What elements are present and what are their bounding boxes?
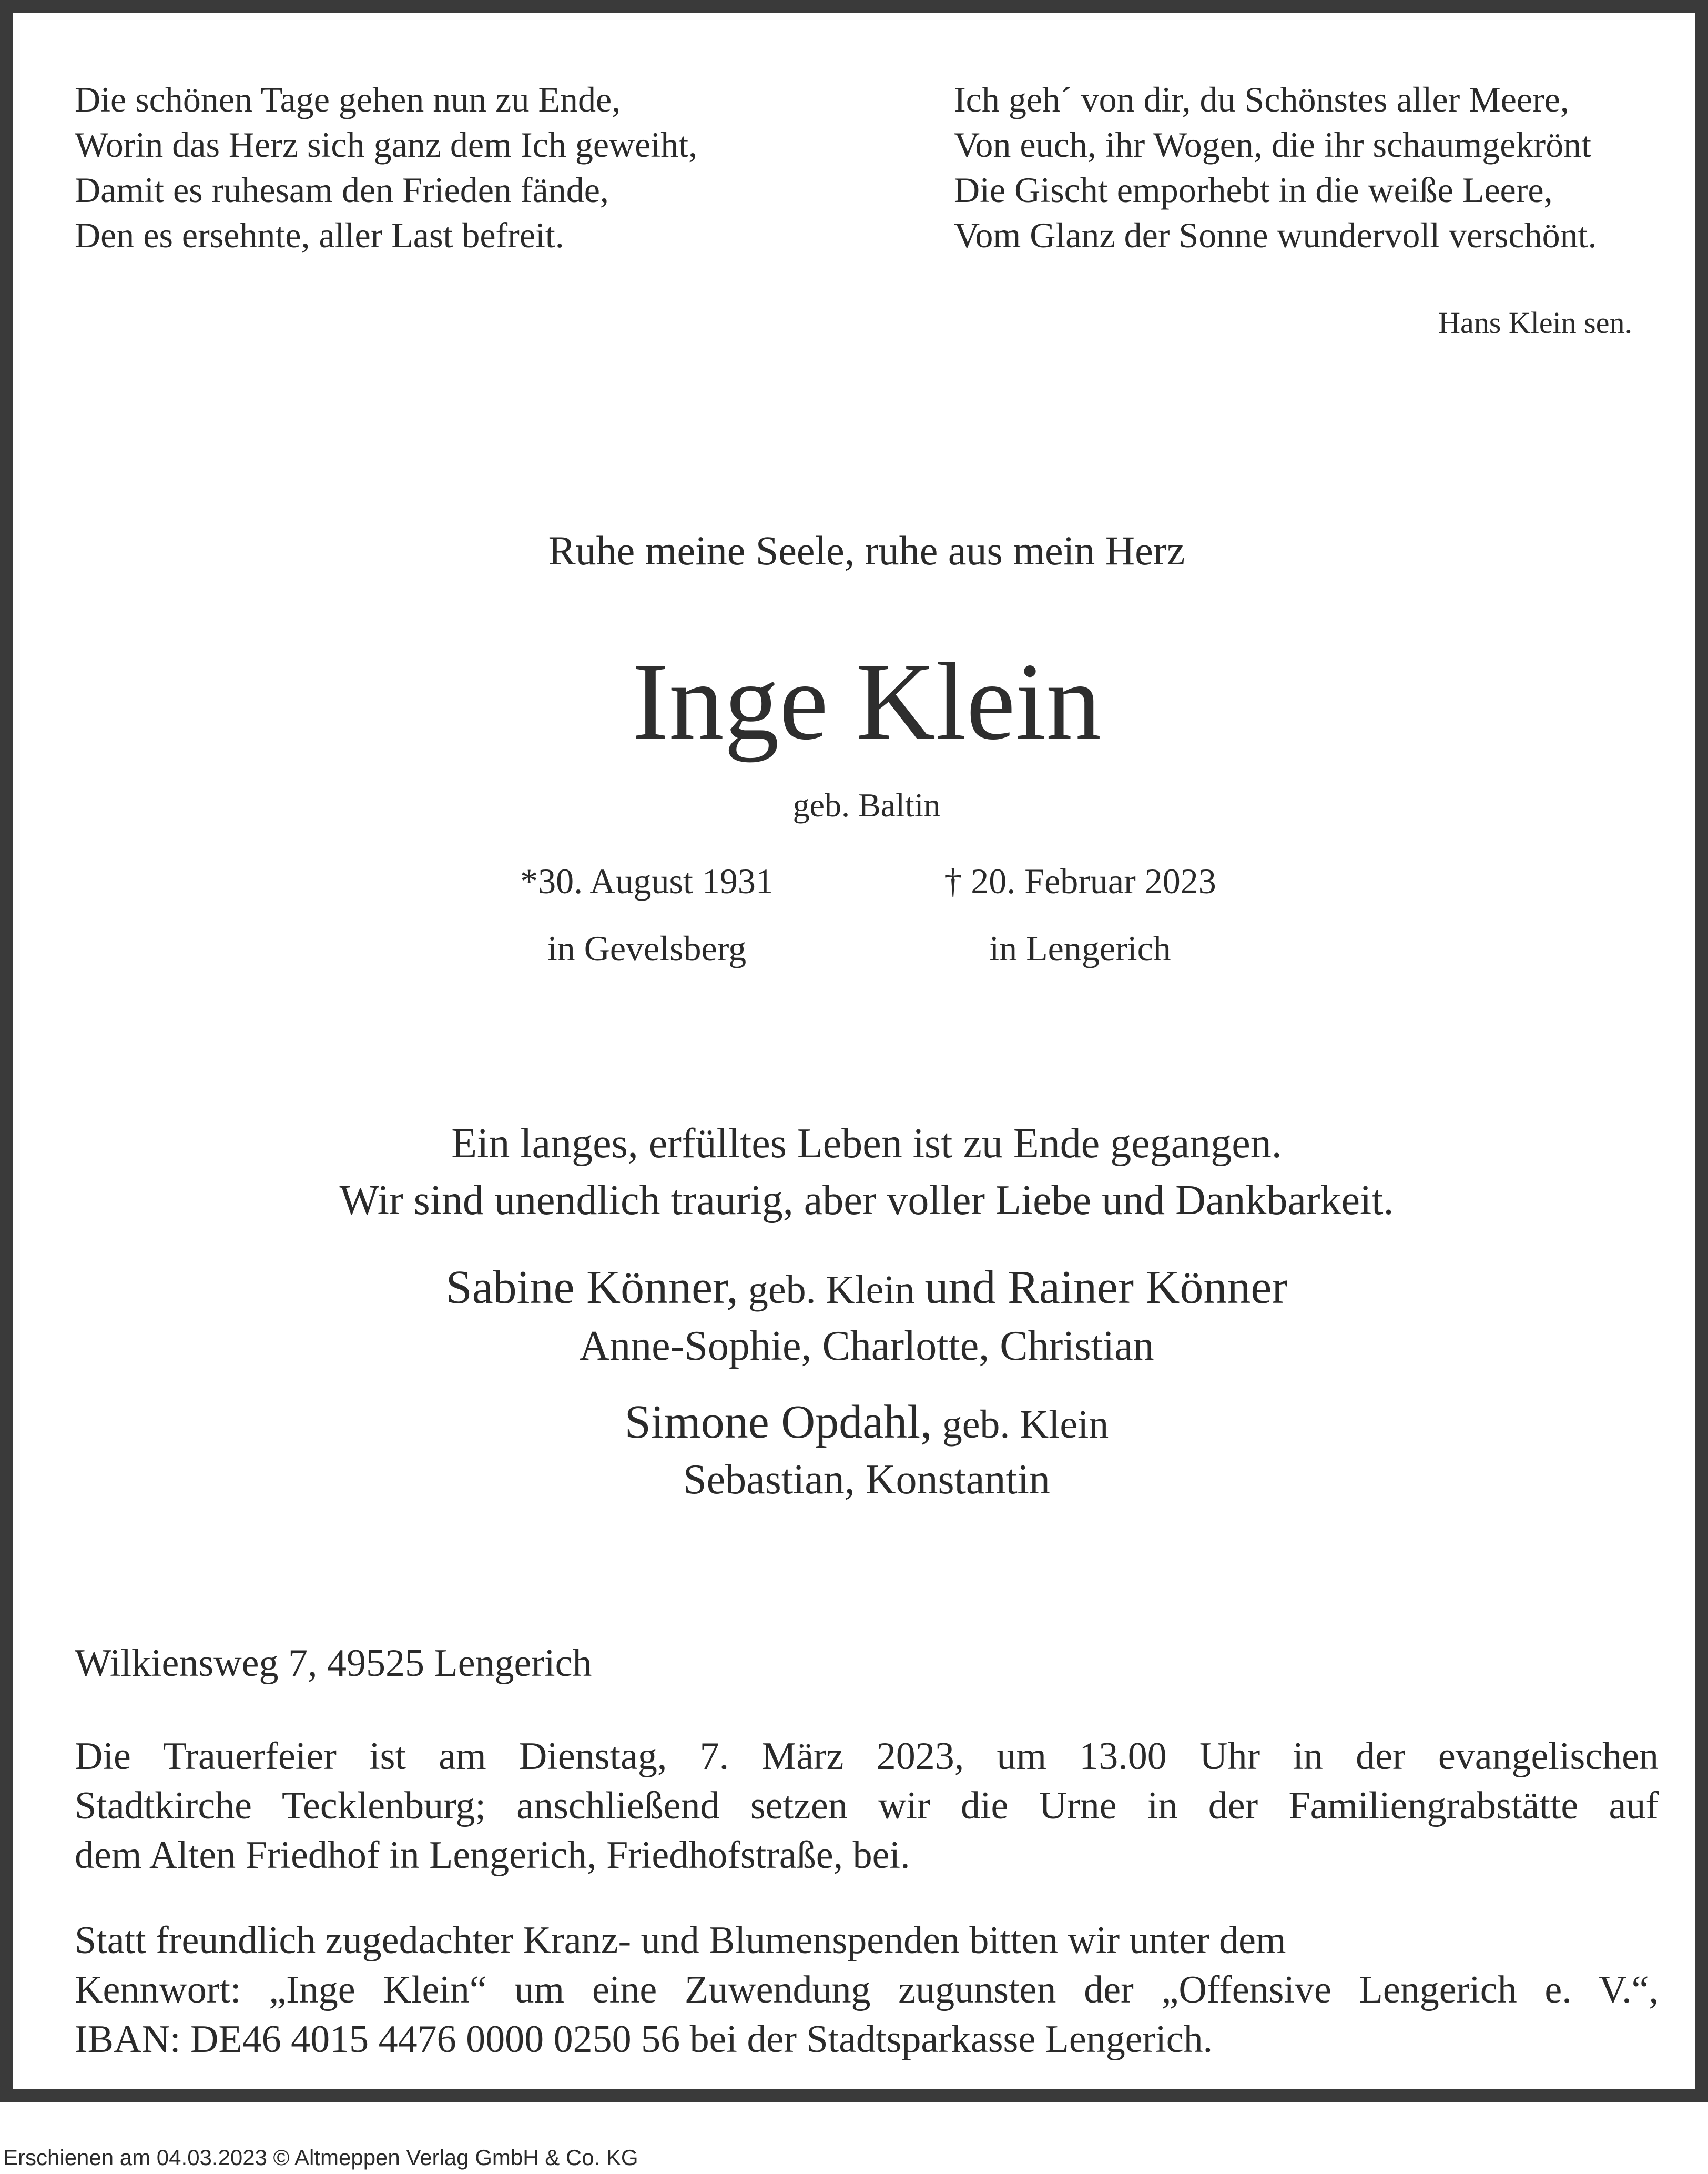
motto: Ruhe meine Seele, ruhe aus mein Herz xyxy=(548,528,1185,573)
address: Wilkiensweg 7, 49525 Lengerich xyxy=(75,1642,592,1685)
donation-line: IBAN: DE46 4015 4476 0000 0250 56 bei der Stadtsparkasse Lengerich. xyxy=(75,2018,1213,2061)
poem-left xyxy=(75,77,697,258)
death-date: † 20. Februar 2023 xyxy=(944,861,1216,901)
funeral-line: Die Trauerfeier ist am Dienstag, 7. März 2023, um 13.00 Uhr in der evangelischen xyxy=(75,1735,1659,1778)
poem-left-line: Die schönen Tage gehen nun zu Ende, xyxy=(75,79,621,119)
donation-line: Kennwort: „Inge Klein“ um eine Zuwendung zugunsten der „Offensive Lengerich e. V.“, xyxy=(75,1968,1659,2011)
donation-paragraph xyxy=(75,1916,1659,2064)
family-group-1-children: Anne-Sophie, Charlotte, Christian xyxy=(579,1323,1154,1369)
funeral-line: Stadtkirche Tecklenburg; anschließend setzen wir die Urne in der Familiengrabstätte auf xyxy=(75,1784,1659,1827)
family-member-partner: und Rainer Könner xyxy=(924,1261,1288,1313)
death-place: in Lengerich xyxy=(989,928,1171,968)
family-member-maiden: geb. Klein xyxy=(932,1402,1109,1447)
closing-line: Ein langes, erfülltes Leben ist zu Ende gegangen. xyxy=(451,1120,1282,1167)
publication-footer: Erschienen am 04.03.2023 © Altmeppen Verlag GmbH & Co. KG xyxy=(3,2145,638,2170)
closing-line: Wir sind unendlich traurig, aber voller Liebe und Dankbarkeit. xyxy=(339,1177,1394,1223)
poem-left-line: Damit es ruhesam den Frieden fände, xyxy=(75,170,609,210)
funeral-paragraph xyxy=(75,1732,1659,1880)
poem-right-line: Von euch, ihr Wogen, die ihr schaumgekrönt xyxy=(954,125,1591,165)
deceased-name: Inge Klein xyxy=(632,641,1102,763)
poem-author: Hans Klein sen. xyxy=(1438,306,1632,340)
birth-date: *30. August 1931 xyxy=(520,861,774,901)
birth-place: in Gevelsberg xyxy=(547,928,747,968)
maiden-name: geb. Baltin xyxy=(792,786,941,824)
family-group-2-children: Sebastian, Konstantin xyxy=(683,1457,1050,1503)
poem-right xyxy=(954,77,1597,258)
family-group-2 xyxy=(13,1395,1708,1449)
family-group-1 xyxy=(13,1260,1708,1314)
family-member-name: Simone Opdahl, xyxy=(624,1396,932,1448)
family-member-name: Sabine Könner, xyxy=(445,1261,738,1313)
poem-right-line: Ich geh´ von dir, du Schönstes aller Meere, xyxy=(954,79,1569,119)
funeral-line: dem Alten Friedhof in Lengerich, Friedhofstraße, bei. xyxy=(75,1834,910,1877)
donation-line: Statt freundlich zugedachter Kranz- und Blumenspenden bitten wir unter dem xyxy=(75,1919,1286,1962)
poem-right-line: Die Gischt emporhebt in die weiße Leere, xyxy=(954,170,1553,210)
poem-left-line: Worin das Herz sich ganz dem Ich geweiht, xyxy=(75,125,698,165)
poem-left-line: Den es ersehnte, aller Last befreit. xyxy=(75,215,564,255)
family-member-maiden: geb. Klein xyxy=(738,1268,925,1312)
poem-right-line: Vom Glanz der Sonne wundervoll verschönt. xyxy=(954,215,1597,255)
